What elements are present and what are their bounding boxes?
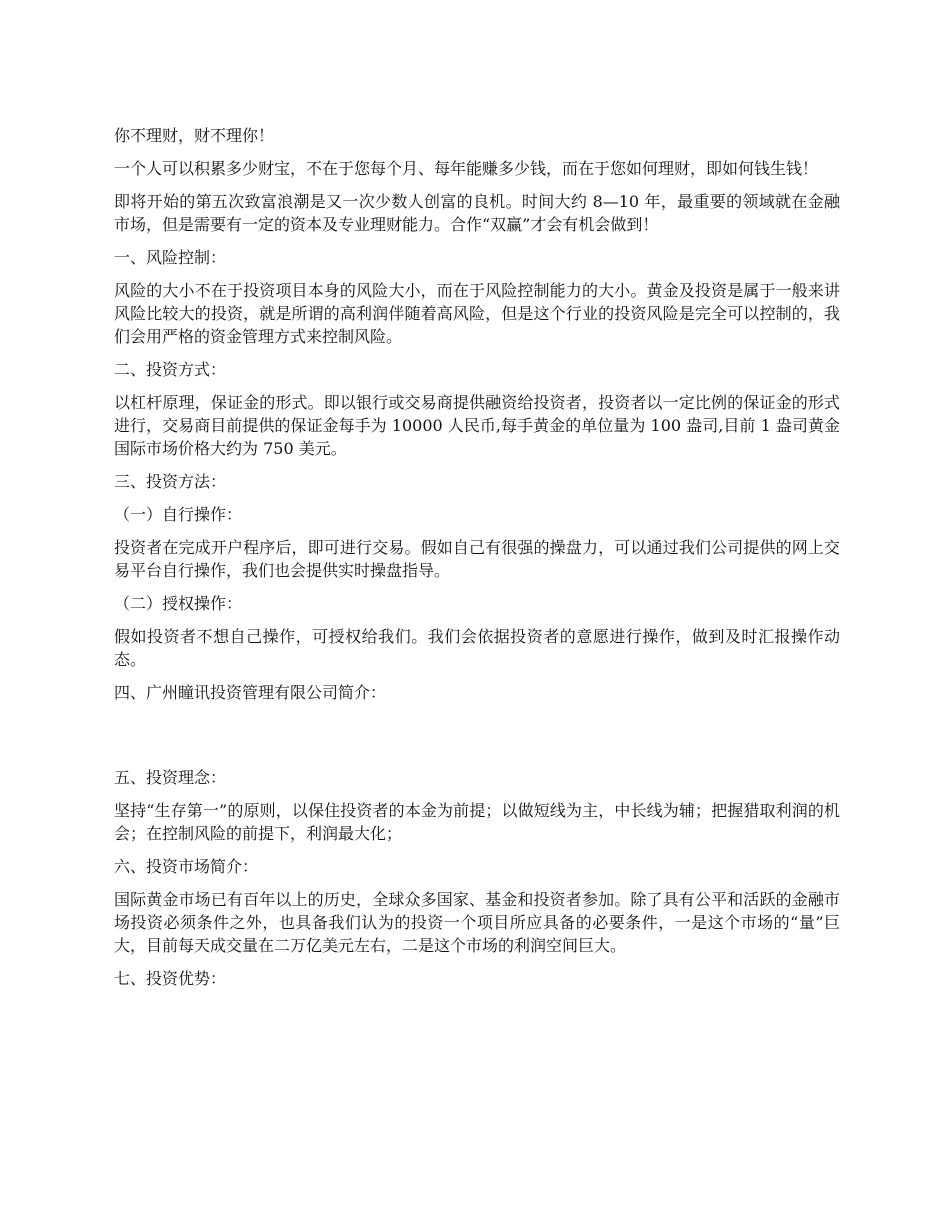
paragraph-slogan: 你不理财，财不理你！ (114, 126, 275, 145)
paragraph-investment-mode: 以杠杆原理，保证金的形式。即以银行或交易商提供融资给投资者，投资者以一定比例的保证金的形式进行，交易商目前提供的保证金每手为 10000 人民币,每手黄金的单位量为 100 盎司,目前 1 盎司黄金国际市场价格大约为 750 美元。 (114, 393, 840, 458)
document-page (114, 124, 840, 1000)
heading-investment-advantages: 七、投资优势： (114, 969, 227, 988)
paragraph-intro: 一个人可以积累多少财宝，不在于您每个月、每年能赚多少钱，而在于您如何理财，即如何钱生钱！ (114, 159, 819, 178)
heading-investment-method: 三、投资方法： (114, 472, 227, 491)
heading-investment-philosophy: 五、投资理念： (114, 768, 227, 787)
heading-company-intro: 四、广州瞳讯投资管理有限公司简介： (114, 683, 387, 702)
paragraph-self-operation: 投资者在完成开户程序后，即可进行交易。假如自己有很强的操盘力，可以通过我们公司提供的网上交易平台自行操作，我们也会提供实时操盘指导。 (114, 538, 840, 580)
heading-investment-mode: 二、投资方式： (114, 360, 227, 379)
paragraph-authorized-operation: 假如投资者不想自己操作，可授权给我们。我们会依据投资者的意愿进行操作，做到及时汇报操作动态。 (114, 627, 840, 669)
subheading-authorized-operation: （二）授权操作： (114, 594, 243, 613)
paragraph-market-intro: 国际黄金市场已有百年以上的历史，全球众多国家、基金和投资者参加。除了具有公平和活跃的金融市场投资必须条件之外，也具备我们认为的投资一个项目所应具备的必要条件，一是这个市场的“量”巨大，目前每天成交量在二万亿美元左右，二是这个市场的利润空间巨大。 (114, 890, 840, 955)
paragraph-risk-control: 风险的大小不在于投资项目本身的风险大小，而在于风险控制能力的大小。黄金及投资是属于一般来讲风险比较大的投资，就是所谓的高利润伴随着高风险，但是这个行业的投资风险是完全可以控制的，我们会用严格的资金管理方式来控制风险。 (114, 281, 840, 346)
paragraph-wealth-wave: 即将开始的第五次致富浪潮是又一次少数人创富的良机。时间大约 8—10 年，最重要的领域就在金融市场，但是需要有一定的资本及专业理财能力。合作“双赢”才会有机会做到！ (114, 192, 840, 234)
heading-risk-control: 一、风险控制： (114, 248, 227, 267)
heading-market-intro: 六、投资市场简介： (114, 857, 259, 876)
paragraph-investment-philosophy: 坚持“生存第一”的原则，以保住投资者的本金为前提；以做短线为主，中长线为辅；把握猎取利润的机会；在控制风险的前提下，利润最大化； (114, 801, 840, 843)
subheading-self-operation: （一）自行操作： (114, 505, 243, 524)
blank-gap (114, 714, 840, 766)
